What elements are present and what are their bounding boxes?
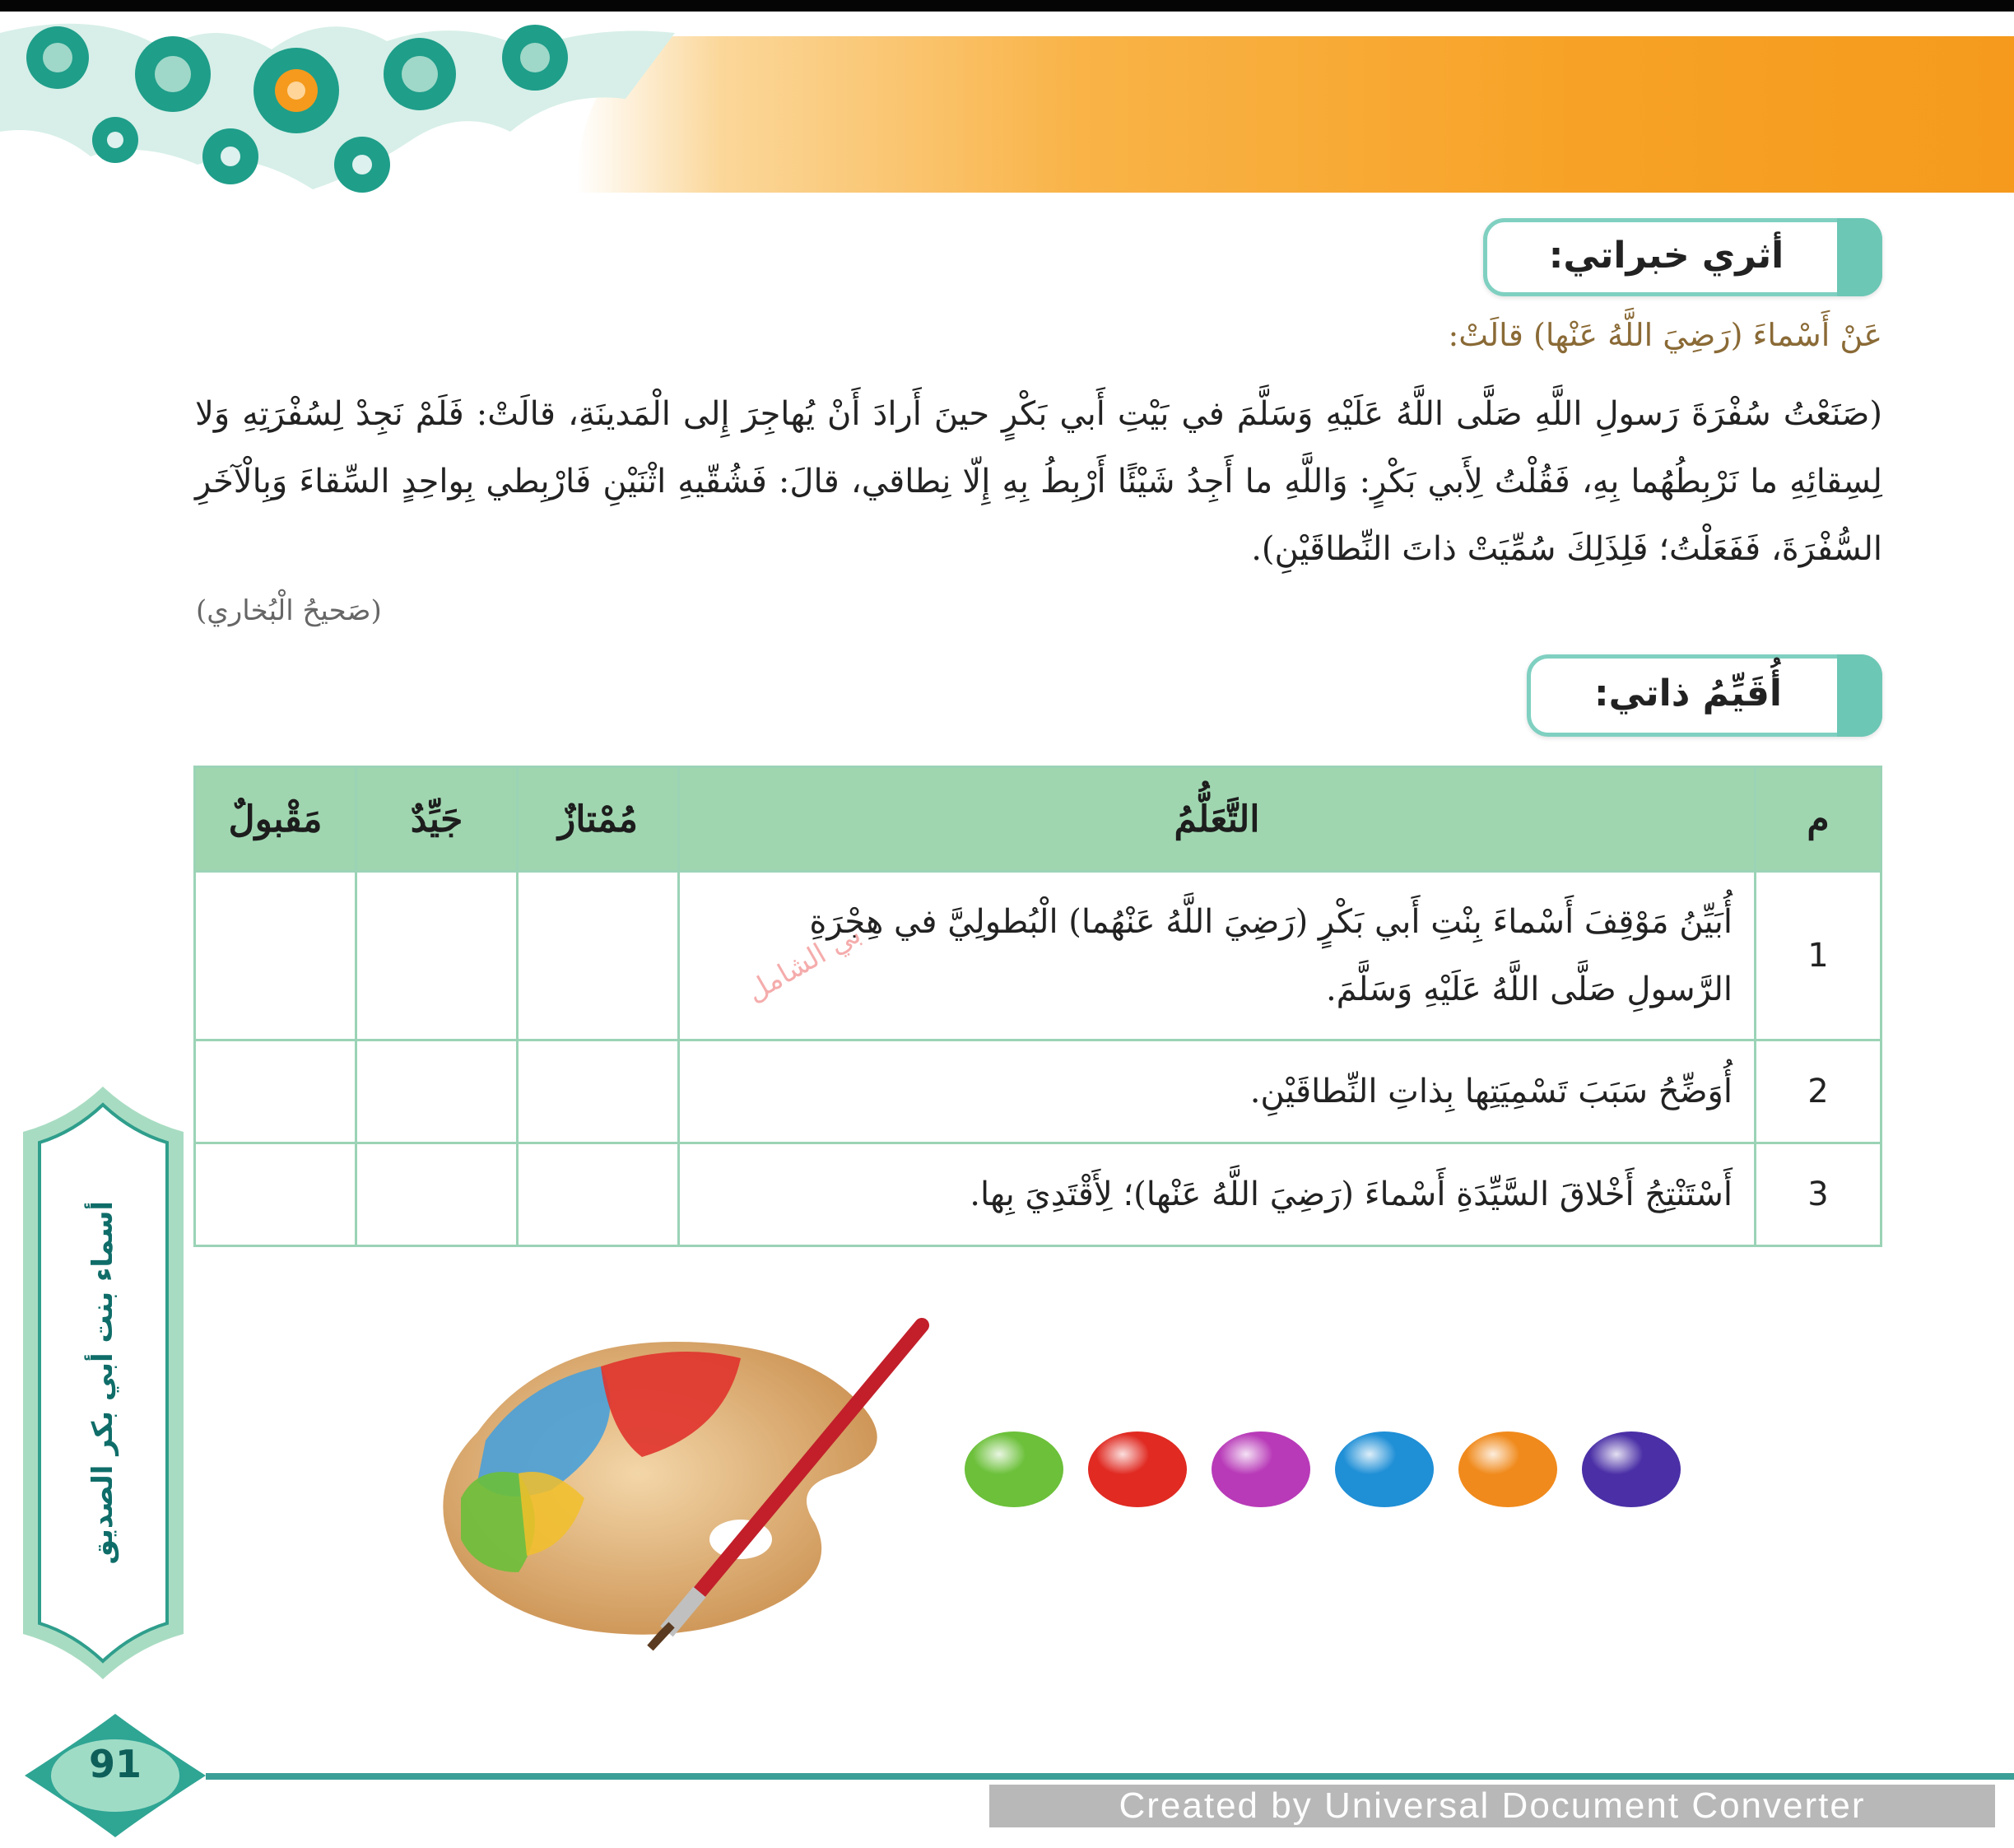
- row-text: أُوَضِّحُ سَبَبَ تَسْمِيَتِها بِذاتِ النِّطاقَيْنِ.: [679, 1040, 1756, 1143]
- side-title: [58, 1136, 148, 1630]
- color-dot-shine: [1212, 1431, 1310, 1507]
- grade-cell-acceptable[interactable]: [195, 1040, 356, 1143]
- col-header-learning: التَّعَلُّمُ: [679, 767, 1756, 872]
- footer-rule: [206, 1773, 2014, 1780]
- table-row: [195, 1040, 1881, 1143]
- color-dot-shine: [1088, 1431, 1187, 1507]
- color-dot-shine: [1582, 1431, 1681, 1507]
- color-dot-shine: [965, 1431, 1063, 1507]
- grade-cell-excellent[interactable]: [518, 1040, 679, 1143]
- grade-cell-acceptable[interactable]: [195, 872, 356, 1040]
- row-text: أُبَيِّنُ مَوْقِفَ أَسْماءَ بِنْتِ أَبي بَكْرٍ (رَضِيَ اللَّهُ عَنْهُما) الْبُطولِيَّ في هِجْرَةِ الرَّسولِ صَلَّى اللَّهُ عَلَيْهِ وَسَلَّمَ.: [679, 872, 1756, 1040]
- color-dots: [963, 1424, 1720, 1515]
- page-number: 91: [88, 1742, 142, 1786]
- row-num: 1: [1756, 872, 1881, 1040]
- grade-cell-acceptable[interactable]: [195, 1143, 356, 1246]
- table-header-row: [195, 767, 1881, 872]
- section-label-enrich: [1483, 218, 1882, 296]
- narrator-line: عَنْ أَسْماءَ (رَضِيَ اللَّهُ عَنْها) قالَتْ:: [1448, 317, 1882, 353]
- hadith-text: (صَنَعْتُ سُفْرَةَ رَسولِ اللَّهِ صَلَّى اللَّهُ عَلَيْهِ وَسَلَّمَ في بَيْتِ أَبي بَكْرٍ حينَ أَرادَ أَنْ يُهاجِرَ إِلى الْمَدينَةِ، قالَتْ: فَلَمْ نَجِدْ لِسُفْرَتِهِ وَلا لِسِقائِهِ ما نَرْبِطُهُما بِهِ، فَقُلْتُ لِأَبي بَكْرٍ: وَاللَّهِ ما أَجِدُ شَيْئًا أَرْبِطُ بِهِ إِلّا نِطاقي، قالَ: فَشُقّيهِ اثْنَيْنِ فَارْبِطي بِواحِدٍ السِّقاءَ وَبِالْآخَرِ السُّفْرَةَ، فَفَعَلْتُ؛ فَلِذَلِكَ سُمِّيَتْ ذاتَ النِّطاقَيْنِ).: [195, 395, 1882, 568]
- islamic-ornament-icon: [0, 0, 708, 247]
- grade-cell-excellent[interactable]: [518, 1143, 679, 1246]
- section-label-self-assess-text: أُقَيِّمُ ذاتي:: [1594, 673, 1782, 715]
- color-dot-shine: [1335, 1431, 1434, 1507]
- col-header-acceptable: مَقْبولٌ: [195, 767, 356, 872]
- col-header-excellent: مُمْتازٌ: [518, 767, 679, 872]
- row-num: 2: [1756, 1040, 1881, 1143]
- row-text: أَسْتَنْتِجُ أَخْلاقَ السَّيِّدَةِ أَسْماءَ (رَضِيَ اللَّهُ عَنْها)؛ لِأَقْتَدِيَ بِها.: [679, 1143, 1756, 1246]
- side-title-text: أسماء بنت أبي بكر الصديق: [86, 1201, 119, 1565]
- faint-stamp: بي الشامل: [741, 917, 867, 1009]
- table-row: [195, 1143, 1881, 1246]
- col-header-good: جَيِّدٌ: [356, 767, 518, 872]
- section-label-self-assess: [1527, 654, 1882, 737]
- grade-cell-good[interactable]: [356, 1143, 518, 1246]
- grade-cell-good[interactable]: [356, 1040, 518, 1143]
- grade-cell-excellent[interactable]: [518, 872, 679, 1040]
- converter-watermark: Created by Universal Document Converter: [989, 1785, 1995, 1827]
- grade-cell-good[interactable]: [356, 872, 518, 1040]
- paint-palette-icon: [428, 1309, 938, 1655]
- self-assessment-table: [193, 766, 1882, 1247]
- color-dot-shine: [1458, 1431, 1557, 1507]
- section-label-enrich-text: أثري خبراتي:: [1548, 235, 1784, 277]
- col-header-num: م: [1756, 767, 1881, 872]
- row-num: 3: [1756, 1143, 1881, 1246]
- hadith-source: (صَحيحُ الْبُخاري): [196, 594, 382, 627]
- table-row: [195, 872, 1881, 1040]
- header-band: [576, 36, 2014, 193]
